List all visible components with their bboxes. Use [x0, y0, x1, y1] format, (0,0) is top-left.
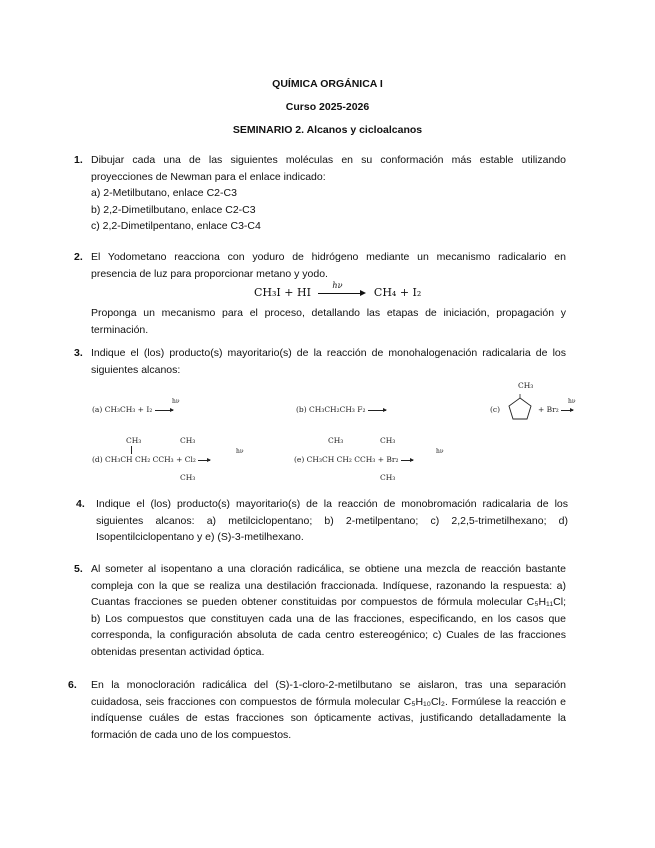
- question-text: El Yodometano reacciona con yoduro de hidrógeno mediante un mecanismo radicalario en: [91, 251, 566, 263]
- bond-line: [131, 446, 132, 454]
- question-number: 6.: [68, 679, 77, 691]
- reaction-d-substituent: CH₃: [126, 436, 142, 445]
- question-text: indíquense cuáles de estas fracciones son ópticamente activas, justificando detalladamente la: [91, 712, 566, 725]
- question-text: Al someter al isopentano a una cloración radicálica, se obtiene una mezcla de reacción bastante: [91, 563, 566, 575]
- question-text: b) Los compuestos que constituyen cada una de las fracciones, especificando, en los casos que: [91, 612, 566, 625]
- question-text: Proponga un mecanismo para el proceso, detallando las etapas de iniciación, propagación y: [91, 307, 566, 319]
- question-text: formación de cada uno de los compuestos.: [91, 728, 292, 741]
- reaction-c: [538, 405, 573, 414]
- list-item: c) 2,2-Dimetilpentano, enlace C3-C4: [91, 220, 261, 233]
- question-text: siguientes alcanos:: [91, 363, 181, 376]
- question-number: 1.: [74, 154, 83, 166]
- reaction-c-label: (c): [490, 405, 501, 414]
- reaction-e-substituent: CH₃: [380, 473, 396, 482]
- question-number: 5.: [74, 563, 83, 575]
- reaction-a-text: (a) CH₃CH₃ + I₂: [92, 405, 153, 414]
- reaction-d-substituent: CH₃: [180, 473, 196, 482]
- equation-products: CH₄ + I₂: [373, 286, 422, 299]
- question-text: cuidadosa, seis fracciones con compuestos de fórmula molecular C₅H₁₀Cl₂. Formúlese la reacción e: [91, 695, 566, 708]
- question-text: proyecciones de Newman para el enlace indicado:: [91, 170, 326, 183]
- reaction-e-substituent: CH₃: [380, 436, 396, 445]
- reaction-d-condition: hν: [236, 448, 244, 455]
- reaction-arrow-icon: [561, 410, 573, 411]
- question-text: presencia de luz para proporcionar metano y yodo.: [91, 267, 328, 280]
- reaction-c-substituent: CH₃: [518, 381, 534, 390]
- reaction-b-text: (b) CH₃CH₂CH₃ F₂: [296, 405, 366, 414]
- question-text: Isopentilciclopentano y e) (S)-3-metilhexano.: [96, 531, 304, 544]
- reaction-arrow-icon: [155, 410, 173, 411]
- question-text: Dibujar cada una de las siguientes moléculas en su conformación más estable utilizando: [91, 154, 566, 166]
- reaction-b: [296, 405, 386, 414]
- reaction-d-text: (d) CH₃CH CH₂ CCH₃ + Cl₂: [92, 455, 196, 464]
- reaction-condition: hν: [332, 281, 343, 290]
- question-2-continued: [76, 305, 566, 338]
- reaction-e-condition: hν: [436, 448, 444, 455]
- reaction-arrow-icon: [401, 460, 413, 461]
- question-text: terminación.: [91, 323, 149, 336]
- question-number: 4.: [76, 498, 85, 510]
- list-item: b) 2,2-Dimetilbutano, enlace C2-C3: [91, 203, 256, 216]
- reaction-d: [92, 455, 210, 464]
- question-6: [70, 677, 566, 743]
- question-text: obtenidas presentan actividad óptica.: [91, 645, 265, 658]
- seminar-title: SEMINARIO 2. Alcanos y cicloalcanos: [232, 124, 423, 136]
- question-text: corresponda, la configuración absoluta de cada centro estereogénico; c) Cuales de las fracciones: [91, 629, 566, 642]
- question-3: [76, 345, 566, 378]
- cyclopentane-ring-icon: [506, 394, 534, 424]
- question-text: Indique el (los) producto(s) mayoritario(s) de la reacción de monohalogenación radicalaria de los: [91, 347, 566, 359]
- reaction-a: [92, 405, 173, 414]
- reaction-a-condition: hν: [172, 398, 180, 405]
- reaction-c-condition: hν: [568, 398, 576, 405]
- reaction-d-substituent: CH₃: [180, 436, 196, 445]
- question-text: compleja con la que se realiza una destilación fraccionada. Indíquese, razonando la respuesta: a): [91, 579, 566, 592]
- reaction-e: [294, 455, 413, 464]
- equation-reactants: CH₃I + HI: [254, 286, 311, 299]
- document-title: QUÍMICA ORGÁNICA I: [272, 78, 383, 90]
- question-5: [76, 561, 566, 661]
- course-label: Curso 2025-2026: [285, 101, 370, 113]
- question-text: En la monocloración radicálica del (S)-1-cloro-2-metilbutano se aislaron, tras una separación: [91, 679, 566, 691]
- question-text: Indique el (los) producto(s) mayoritario(s) de la reacción de monobromación radicalaria de los: [96, 498, 568, 510]
- reaction-arrow-icon: [198, 460, 210, 461]
- reaction-c-reagent: + Br₂: [538, 405, 559, 414]
- reaction-equation: [254, 281, 422, 299]
- list-item: a) 2-Metilbutano, enlace C2-C3: [91, 187, 237, 200]
- reaction-e-substituent: CH₃: [328, 436, 344, 445]
- question-number: 2.: [74, 251, 83, 263]
- reaction-e-text: (e) CH₃CH CH₂ CCH₃ + Br₂: [294, 455, 399, 464]
- question-2: [76, 249, 566, 282]
- question-text: Cuantas fracciones se pueden obtener constituidas por compuestos de fórmula molecular C₅H₁₁Cl;: [91, 596, 566, 609]
- question-4: [78, 496, 568, 546]
- question-1: [76, 152, 566, 235]
- reaction-arrow-icon: [368, 410, 386, 411]
- question-text: siguientes alcanos: a) metilciclopentano; b) 2-metilpentano; c) 2,2,5-trimetilhexano; d): [96, 514, 568, 527]
- question-number: 3.: [74, 347, 83, 359]
